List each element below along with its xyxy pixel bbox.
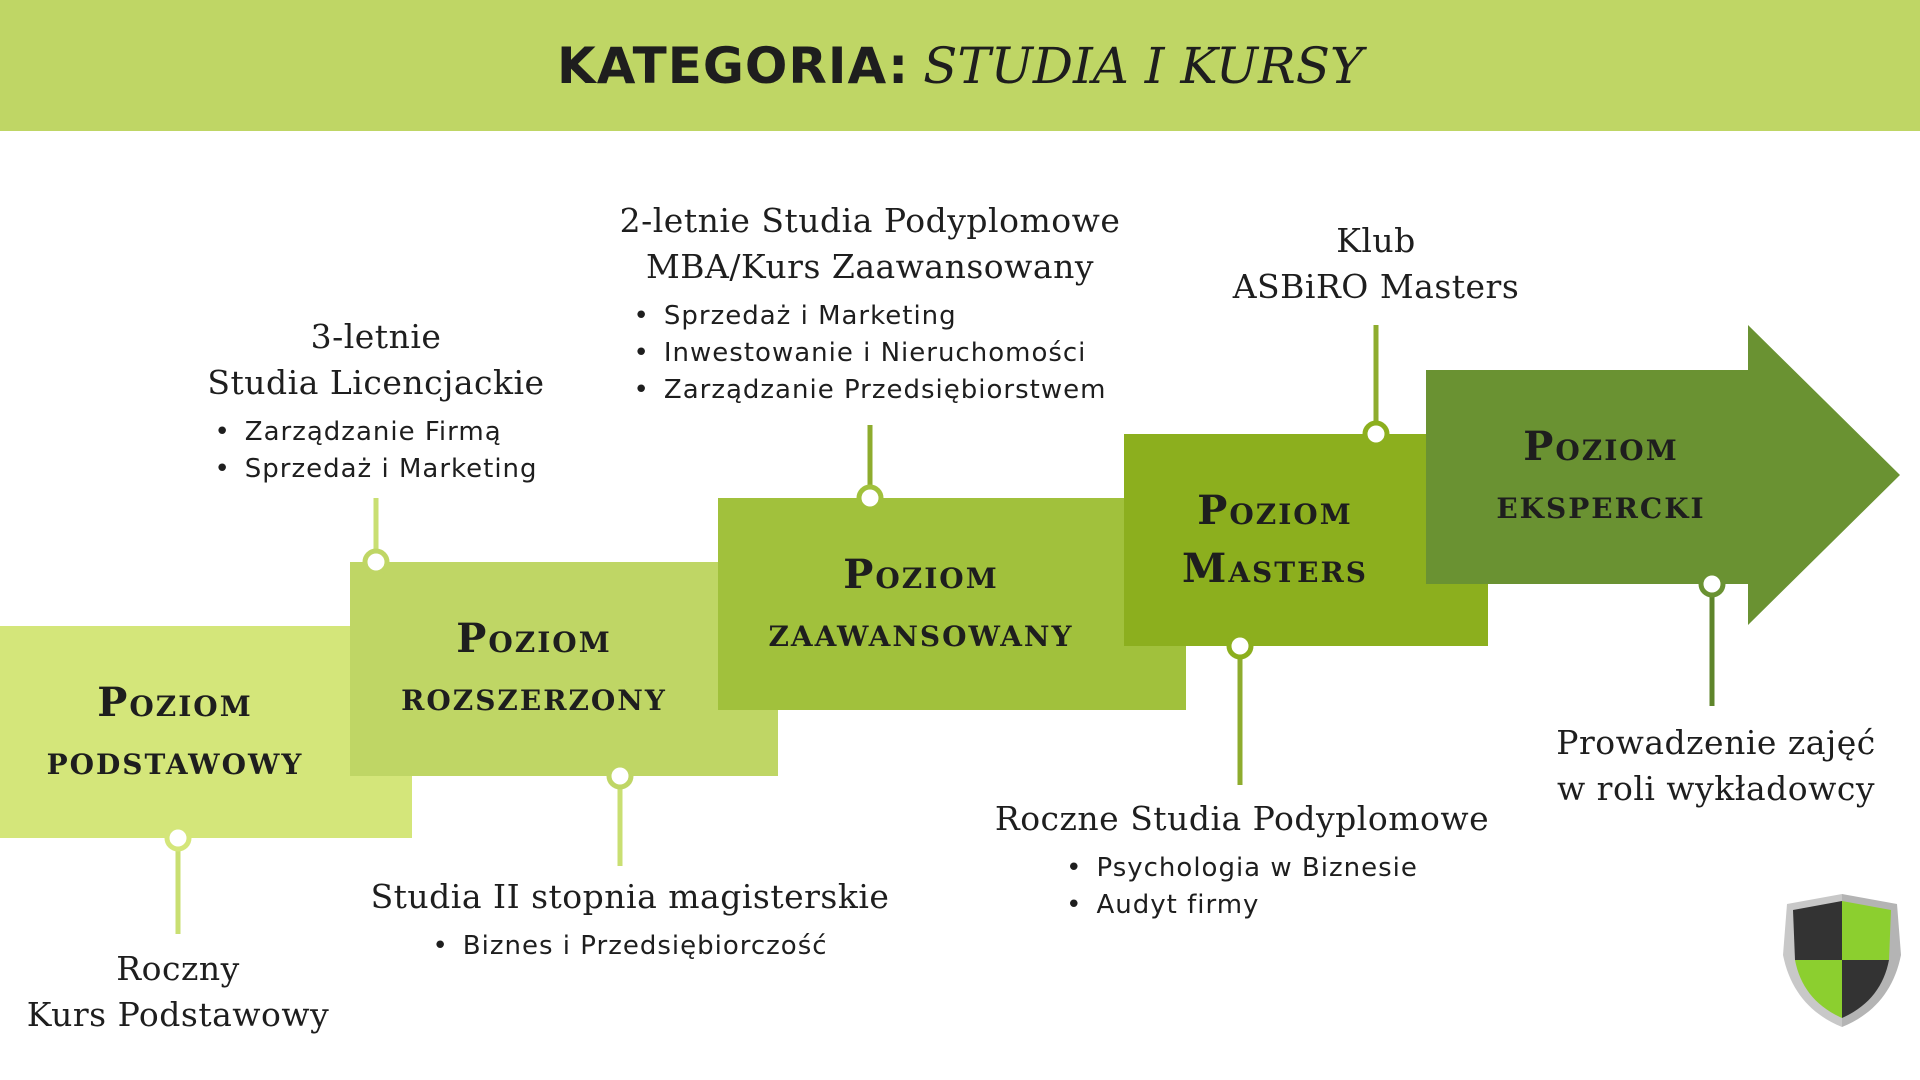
level-masters-label xyxy=(1124,482,1426,598)
level-advanced-label xyxy=(718,546,1124,662)
course-bachelor xyxy=(176,314,576,488)
course-yearly-postgraduate xyxy=(962,796,1522,924)
level-extended-line1: Poziom xyxy=(456,615,612,662)
course-basic-line2: Kurs Podstawowy xyxy=(26,995,330,1034)
course-yearly-postgraduate-title xyxy=(962,796,1522,842)
level-basic-line2: podstawowy xyxy=(46,737,304,784)
shield-icon xyxy=(1783,894,1901,1027)
list-item: • Inwestowanie i Nieruchomości xyxy=(634,335,1107,372)
course-yearly-postgraduate-items xyxy=(1066,850,1418,924)
connector-dot-4-bottom xyxy=(1229,635,1251,657)
course-postgraduate-mba-line2: MBA/Kurs Zaawansowany xyxy=(646,247,1094,286)
level-extended-line2: rozszerzony xyxy=(401,673,667,720)
course-bachelor-items xyxy=(214,414,537,488)
connector-dot-2-top xyxy=(365,551,387,573)
header-label: KATEGORIA: xyxy=(557,36,910,95)
course-bachelor-title xyxy=(176,314,576,406)
connector-dot-4-top xyxy=(1365,423,1387,445)
course-masters-degree-title xyxy=(340,874,920,920)
header-category: STUDIA I KURSY xyxy=(923,36,1363,95)
course-basic xyxy=(0,946,356,1038)
course-bachelor-line1: 3-letnie xyxy=(310,317,442,356)
course-club-masters-line2: ASBiRO Masters xyxy=(1232,267,1520,306)
list-item: • Zarządzanie Przedsiębiorstwem xyxy=(634,372,1107,409)
course-masters-degree-line1: Studia II stopnia magisterskie xyxy=(370,877,890,916)
course-basic-line1: Roczny xyxy=(116,949,240,988)
list-item: • Zarządzanie Firmą xyxy=(214,414,537,451)
course-masters-degree-items xyxy=(432,928,827,965)
course-postgraduate-mba-title xyxy=(600,198,1140,290)
course-masters-degree xyxy=(340,874,920,965)
course-basic-title xyxy=(0,946,356,1038)
list-item: • Sprzedaż i Marketing xyxy=(634,298,1107,335)
level-expert-line1: Poziom xyxy=(1523,423,1679,470)
course-yearly-postgraduate-line1: Roczne Studia Podyplomowe xyxy=(994,799,1490,838)
course-club-masters xyxy=(1206,218,1546,310)
course-lecturer-line1: Prowadzenie zajęć xyxy=(1556,723,1876,762)
course-postgraduate-mba xyxy=(600,198,1140,409)
level-extended-label xyxy=(350,610,718,726)
course-postgraduate-mba-line1: 2-letnie Studia Podyplomowe xyxy=(619,201,1121,240)
connector-dot-5 xyxy=(1701,573,1723,595)
connector-dot-1 xyxy=(167,827,189,849)
course-bachelor-line2: Studia Licencjackie xyxy=(207,363,545,402)
level-masters-line1: Poziom xyxy=(1197,487,1353,534)
list-item: • Psychologia w Biznesie xyxy=(1066,850,1418,887)
course-lecturer-line2: w roli wykładowcy xyxy=(1556,769,1876,808)
course-lecturer xyxy=(1520,720,1912,812)
level-basic-label xyxy=(0,674,350,790)
level-masters-line2: Masters xyxy=(1182,545,1368,592)
course-lecturer-title xyxy=(1520,720,1912,812)
level-expert-label xyxy=(1426,418,1776,534)
connector-dot-2-bottom xyxy=(609,765,631,787)
course-club-masters-title xyxy=(1206,218,1546,310)
level-advanced-line2: zaawansowany xyxy=(768,609,1074,656)
course-postgraduate-mba-items xyxy=(634,298,1107,409)
list-item: • Biznes i Przedsiębiorczość xyxy=(432,928,827,965)
list-item: • Sprzedaż i Marketing xyxy=(214,451,537,488)
level-expert-line2: ekspercki xyxy=(1496,481,1706,528)
connector-dot-3 xyxy=(859,487,881,509)
course-club-masters-line1: Klub xyxy=(1336,221,1416,260)
level-advanced-line1: Poziom xyxy=(843,551,999,598)
list-item: • Audyt firmy xyxy=(1066,887,1418,924)
level-basic-line1: Poziom xyxy=(97,679,253,726)
